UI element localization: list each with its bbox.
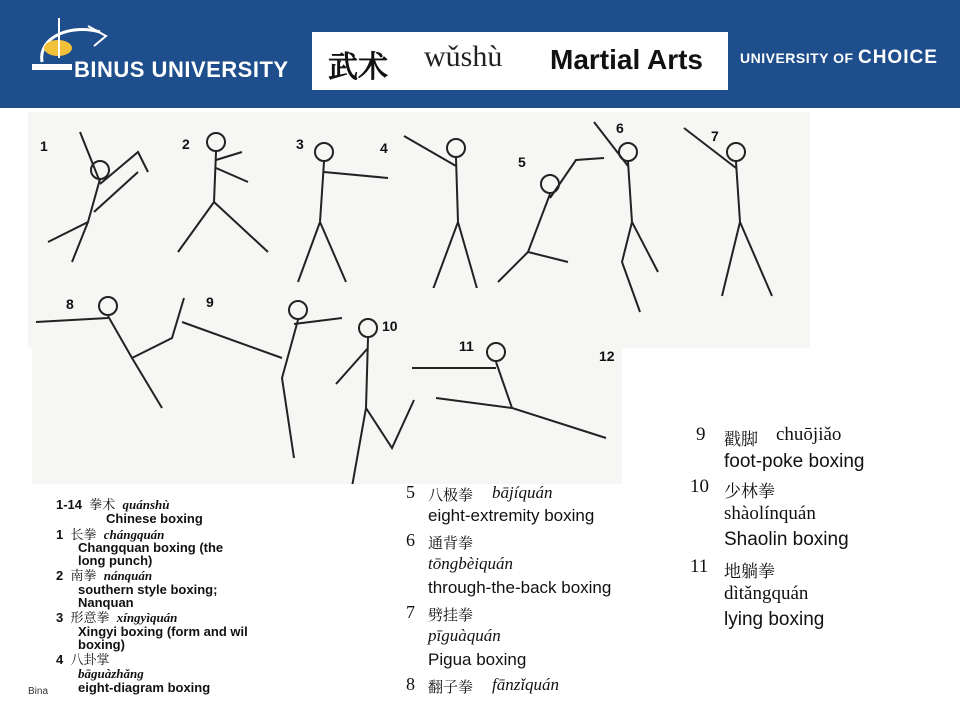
list-item: 3 形意拳 xíngyìquán [56,610,178,626]
list-item-en: Xingyi boxing (form and wil [78,624,248,639]
slide-title [312,32,728,90]
figure-number: 3 [296,136,304,152]
figure-number: 6 [616,120,624,136]
figure-number: 4 [380,140,388,156]
list-item-en: eight-diagram boxing [78,680,211,695]
list-item: 11 地躺拳 dìtǎngquán lying boxing [690,556,825,630]
figure-number: 2 [182,136,190,152]
list-item: 10 少林拳 shàolínquán Shaolin boxing [690,476,849,550]
figure-number: 10 [382,318,398,334]
list-heading-en: Chinese boxing [106,511,203,526]
tagline [740,47,938,69]
footer-text: Bina [28,686,49,697]
list-item: 4 八卦掌 [56,652,110,668]
list-item: 5 八极拳 bājíquán eight-extremity boxing [406,482,595,525]
martial-figures-bottom-image [32,288,622,484]
figure-number: 9 [206,294,214,310]
figure-number: 11 [459,338,474,354]
list-item: 6 通背拳 tōngbèiquán through-the-back boxing [406,530,612,597]
martial-figures-bottom-drawing [32,288,622,484]
title-chinese: 武术 [328,50,388,85]
figure-number: 1 [40,138,48,154]
list-heading: 1-14 拳术 quánshù [56,497,170,513]
list-item-en: boxing) [78,637,125,652]
figure-number: 8 [66,296,74,312]
list-item: 1 长拳 chángquán [56,527,165,543]
list-item-en: long punch) [78,553,153,568]
tagline-word: CHOICE [857,47,938,68]
list-item-en: Nanquan [78,595,134,610]
header-bar [0,0,960,108]
list-item-en: Changquan boxing (the [78,540,224,555]
figure-number: 7 [711,128,719,144]
list-item: 9 戳脚 chuōjiǎo foot-poke boxing [696,424,865,472]
title-pinyin: wǔshù [424,40,503,73]
tagline-prefix: UNIVERSITY OF [740,50,854,66]
list-item-en: southern style boxing; [78,582,218,597]
title-english: Martial Arts [550,44,704,75]
figure-number: 5 [518,154,526,170]
list-item: 7 劈挂拳 pīguàquán Pigua boxing [406,602,527,669]
list-item: 2 南拳 nánquán [56,568,153,584]
figure-number: 12 [599,348,615,364]
logo-text: BINUS UNIVERSITY [74,57,289,82]
list-item: 8 翻子拳 fānzǐquán [406,674,560,696]
list-item-py: bāguàzhǎng [78,666,144,681]
